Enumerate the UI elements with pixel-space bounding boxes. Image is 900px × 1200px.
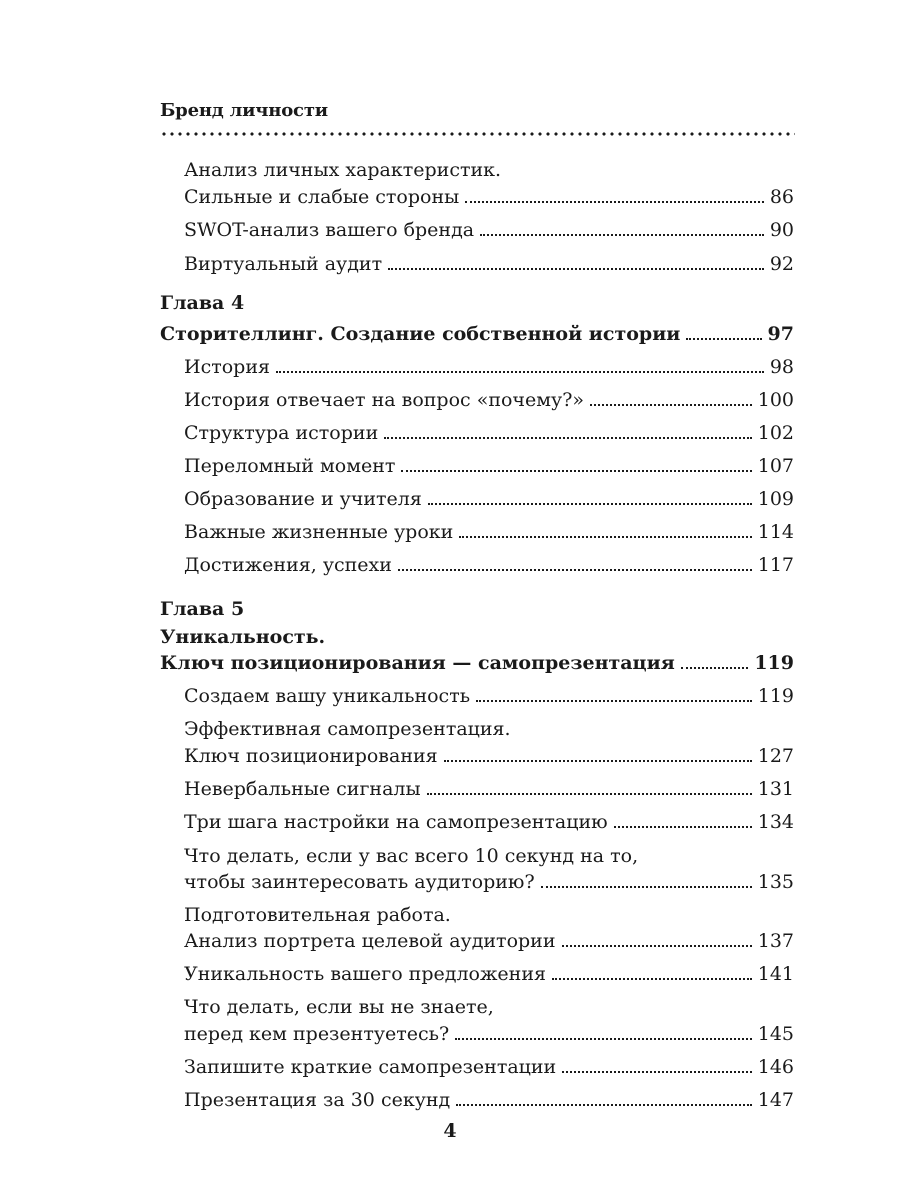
toc-page-number: 119 [757,685,794,707]
dot-leader [276,371,764,373]
toc-entry [184,743,794,769]
toc-entry [184,776,794,802]
toc-entry-title: Важные жизненные уроки [184,521,454,543]
dot-leader [398,569,752,571]
toc-page-number: 141 [757,963,794,985]
toc-entry [184,683,794,709]
toc-entry [184,157,794,183]
dot-leader [427,793,752,795]
toc-entry-title: Создаем вашу уникальность [184,685,471,707]
toc-page-number: 97 [767,323,794,345]
toc-entry [184,251,794,277]
toc-page-number: 117 [757,554,794,576]
chapter-label [160,596,794,622]
toc-page-number: 114 [757,521,794,543]
chapter-number: Глава 5 [160,598,245,620]
toc-page-number: 147 [757,1089,794,1111]
toc-entry [184,387,794,413]
toc-entry [184,453,794,479]
toc-entry-title: Уникальность вашего предложения [184,963,546,985]
dot-leader [384,437,752,439]
chapter-title: Уникальность. [160,626,326,648]
toc-page-number: 146 [757,1056,794,1078]
chapter-label [160,290,794,316]
toc-page-number: 92 [769,253,794,275]
toc-page-number: 109 [757,488,794,510]
toc-entry-title: Невербальные сигналы [184,778,421,800]
header-dotted-rule [160,131,795,137]
dot-leader [681,667,749,669]
page-number: 4 [443,1120,457,1142]
toc-entry [184,809,794,835]
toc-entry-title: Структура истории [184,422,379,444]
toc-entry [184,217,794,243]
toc-entry [184,1087,794,1113]
toc-chapter-entry [160,321,794,347]
toc-entry [184,1054,794,1080]
toc-entry [184,486,794,512]
dot-leader [552,978,752,980]
toc-entry-title: перед кем презентуетесь? [184,1023,450,1045]
toc-page-number: 102 [757,422,794,444]
toc-entry-title: Достижения, успехи [184,554,392,576]
toc-entry [184,961,794,987]
toc-page-number: 90 [769,219,794,241]
dot-leader [614,826,752,828]
toc-page-number: 100 [757,389,794,411]
dot-leader [465,201,764,203]
chapter-title: Ключ позиционирования — самопрезентация [160,652,675,674]
dot-leader [480,234,764,236]
chapter-number: Глава 4 [160,292,245,314]
toc-entry [184,420,794,446]
toc-entry-title: Виртуальный аудит [184,253,383,275]
dot-leader [459,536,751,538]
toc-entry-title: чтобы заинтересовать аудиторию? [184,871,535,893]
toc-page-number: 135 [757,871,794,893]
toc-entry [184,843,794,869]
dot-leader [590,404,752,406]
chapter-title-line [160,624,794,650]
toc-entry-title: Подготовительная работа. [184,904,451,926]
toc-entry-title: Анализ личных характеристик. [184,159,502,181]
chapter-title: Сторителлинг. Создание собственной истории [160,323,681,345]
toc-entry [184,184,794,210]
dot-leader [455,1038,752,1040]
dot-leader [562,945,752,947]
toc-entry-title: SWOT-анализ вашего бренда [184,219,475,241]
toc-entry-title: Переломный момент [184,455,396,477]
toc-entry [184,1021,794,1047]
dot-leader [388,268,764,270]
toc-entry [184,994,794,1020]
toc-entry-title: Презентация за 30 секунд [184,1089,451,1111]
toc-entry-title: Что делать, если у вас всего 10 секунд на то, [184,845,639,867]
toc-page-number: 98 [769,356,794,378]
toc-entry-title: Образование и учителя [184,488,422,510]
toc-entry [184,902,794,928]
toc-entry [184,869,794,895]
toc-page-number: 137 [757,930,794,952]
toc-page-number: 131 [757,778,794,800]
toc-entry-title: Анализ портрета целевой аудитории [184,930,556,952]
dot-leader [444,760,752,762]
toc-page-number: 119 [754,652,794,674]
dot-leader [456,1104,751,1106]
toc-entry [184,519,794,545]
dot-leader [428,503,752,505]
toc-entry-title: Что делать, если вы не знаете, [184,996,494,1018]
toc-entry-title: История отвечает на вопрос «почему?» [184,389,585,411]
toc-page-number: 145 [757,1023,794,1045]
toc-chapter-entry [160,650,794,676]
dot-leader [541,886,752,888]
toc-entry [184,928,794,954]
toc-page-number: 134 [757,811,794,833]
dot-leader [401,470,751,472]
toc-entry-title: Сильные и слабые стороны [184,186,460,208]
toc-entry-title: Эффективная самопрезентация. [184,718,511,740]
toc-page-number: 86 [769,186,794,208]
toc-page-number: 107 [757,455,794,477]
toc-entry-title: Запишите краткие самопрезентации [184,1056,557,1078]
dot-leader [562,1071,752,1073]
dot-leader [476,700,752,702]
dot-leader [686,338,761,340]
toc-entry-title: Ключ позиционирования [184,745,438,767]
toc-entry [184,716,794,742]
toc-entry [184,552,794,578]
toc-entry-title: Три шага настройки на самопрезентацию [184,811,608,833]
running-header: Бренд личности [160,100,328,121]
toc-entry [184,354,794,380]
toc-entry-title: История [184,356,270,378]
toc-page-number: 127 [757,745,794,767]
